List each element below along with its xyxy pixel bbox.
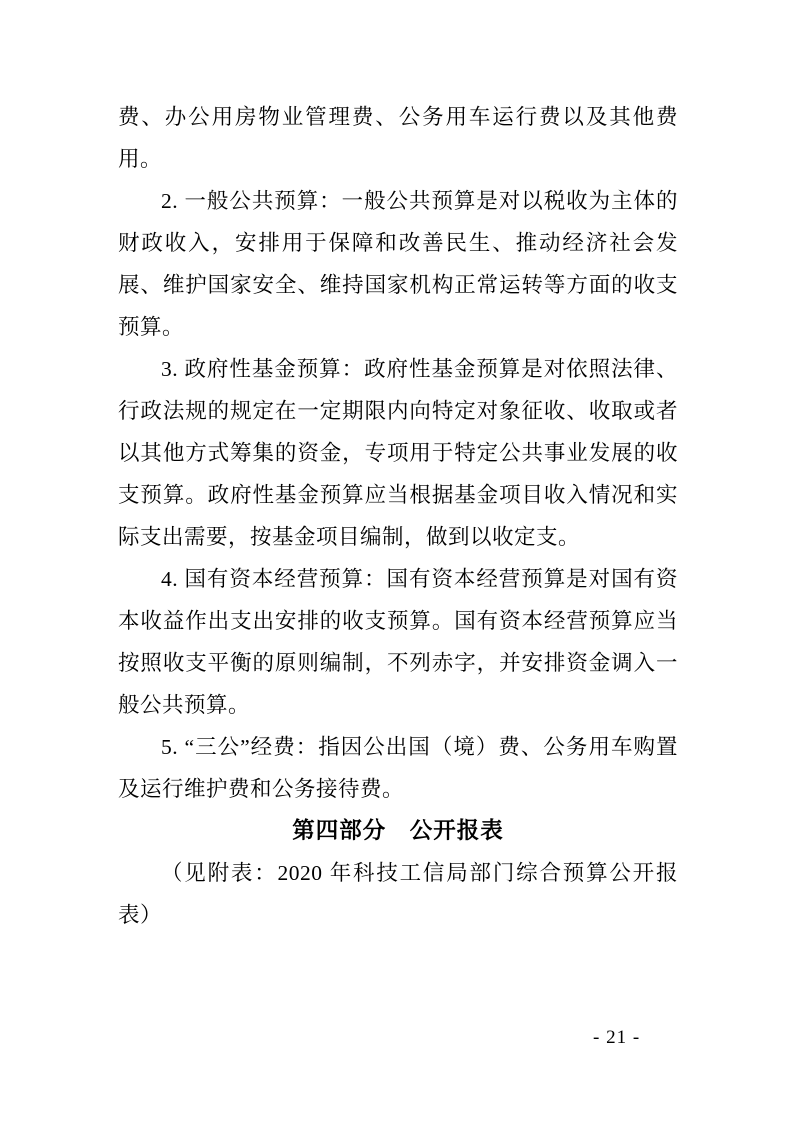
- page-number: - 21 -: [593, 1027, 641, 1048]
- paragraph: 3. 政府性基金预算：政府性基金预算是对依照法律、行政法规的规定在一定期限内向特定对象征收、收取或者以其他方式筹集的资金，专项用于特定公共事业发展的收支预算。政府性基金预算应当根据基金项目收入情况和实际支出需要，按基金项目编制，做到以收定支。: [118, 357, 678, 549]
- paragraph: （见附表：2020 年科技工信局部门综合预算公开报表）: [118, 861, 678, 927]
- paragraph: 4. 国有资本经营预算：国有资本经营预算是对国有资本收益作出支出安排的收支预算。国有资本经营预算应当按照收支平衡的原则编制，不列赤字，并安排资金调入一般公共预算。: [118, 567, 678, 717]
- paragraph: 2. 一般公共预算：一般公共预算是对以税收为主体的财政收入，安排用于保障和改善民生、推动经济社会发展、维护国家安全、维持国家机构正常运转等方面的收支预算。: [118, 189, 678, 339]
- paragraph: 5. “三公”经费：指因公出国（境）费、公务用车购置及运行维护费和公务接待费。: [118, 735, 678, 801]
- paragraph: 费、办公用房物业管理费、公务用车运行费以及其他费用。: [118, 105, 678, 171]
- section-heading: 第四部分 公开报表: [292, 818, 504, 843]
- document-content: [118, 96, 678, 936]
